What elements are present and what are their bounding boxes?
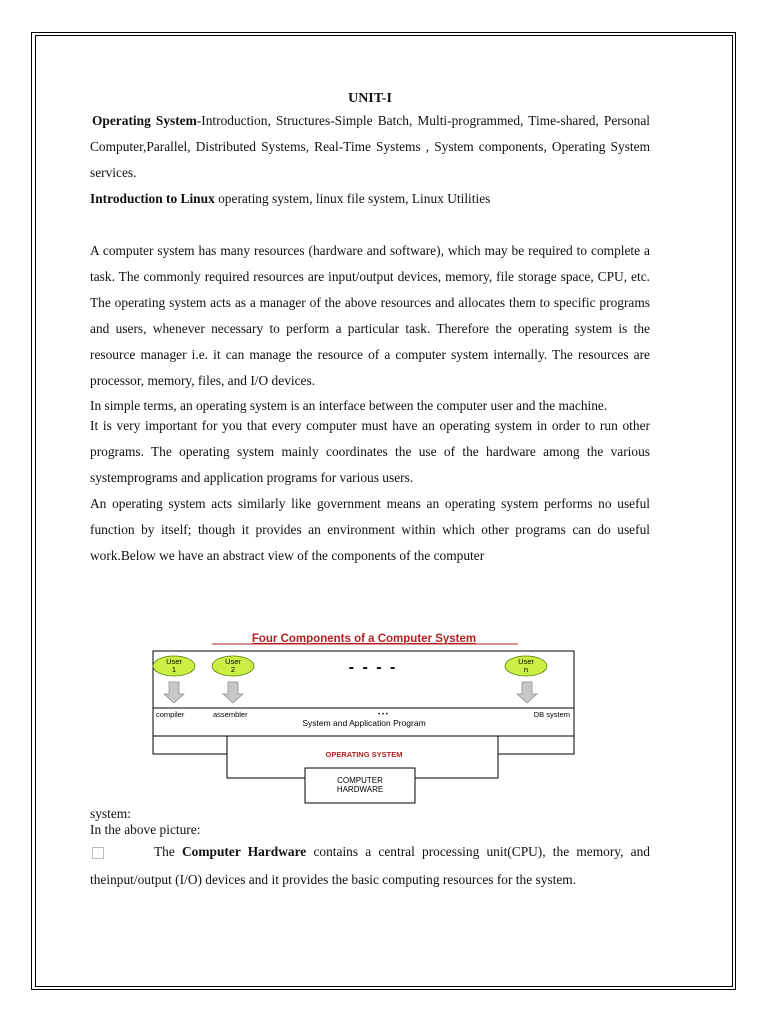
user-2-node [212,656,254,676]
document-body [90,90,650,569]
paragraph-interface: In simple terms, an operating system is an interface between the computer user and the machine. [90,398,608,413]
user-n-number: n [523,665,529,674]
user-1-number: 1 [171,665,177,674]
program-db-system: DB system [533,710,570,719]
paragraph-government: An operating system acts similarly like government means an operating system performs no useful function by itself; though it provides an environment within which other programs can do useful work.Below we have an abstract view of the components of the computer [90,496,650,563]
hardware-label-line1: COMPUTER [337,776,383,785]
users-ellipsis: - - - - [348,659,398,676]
user-1-node [153,656,195,676]
paragraph-resources: A computer system has many resources (hardware and software), which may be required to complete a task. The commonly required resources are input/output devices, memory, file storage space, CPU, etc. The operating system acts as a manager of the above resources and allocates them to specific programs and users, whenever necessary to perform a particular task. Therefore the operating system is the resource manager i.e. it can manage the resource of a computer system internally. The resources are processor, memory, files, and I/O devices. [90,243,650,388]
hw-text: contains a central processing unit(CPU), the memory, and theinput/output (I/O) devices and it provides the basic computing resources for the system. [90,844,650,887]
computer-system-diagram [150,628,578,805]
syllabus-linux [90,186,650,212]
paragraph-importance: It is very important for you that every computer must have an operating system in order to run other programs. The operating system mainly coordinates the use of the hardware among the various systemprograms and application programs for various users. [90,418,650,485]
hardware-paragraph [90,838,650,894]
user-n-label: User [518,657,534,666]
program-assembler: assembler [213,710,248,719]
hw-prefix: The [154,844,183,859]
hw-label: Computer Hardware [182,844,307,859]
linux-topics: operating system, linux file system, Linux Utilities [214,191,491,206]
linux-label: Introduction to Linux [90,191,215,206]
os-topics: -Introduction, Structures-Simple Batch, Multi-programmed, Time-shared, Personal Computer,Parallel, Distributed Systems, Real-Time Systems , System components, Operating System services. [90,113,651,180]
diagram-title: Four Components of a Computer System [251,633,477,645]
program-layer-label: System and Application Program [302,718,426,728]
program-compiler: compiler [156,710,185,719]
program-ellipsis: • • • [378,712,388,718]
bullet-box-icon [92,847,104,859]
user-2-number: 2 [230,665,236,674]
hardware-label-line2: HARDWARE [336,785,384,794]
unit-title: UNIT-I [348,91,392,106]
os-layer-label: OPERATING SYSTEM [325,750,403,759]
system-word: system: [90,806,131,821]
os-label: Operating System [92,113,197,128]
picture-caption: In the above picture: [90,822,201,837]
syllabus-os [90,108,650,186]
user-1-label: User [166,657,182,666]
after-figure-text [90,806,650,894]
user-2-label: User [225,657,241,666]
user-n-node [505,656,547,676]
